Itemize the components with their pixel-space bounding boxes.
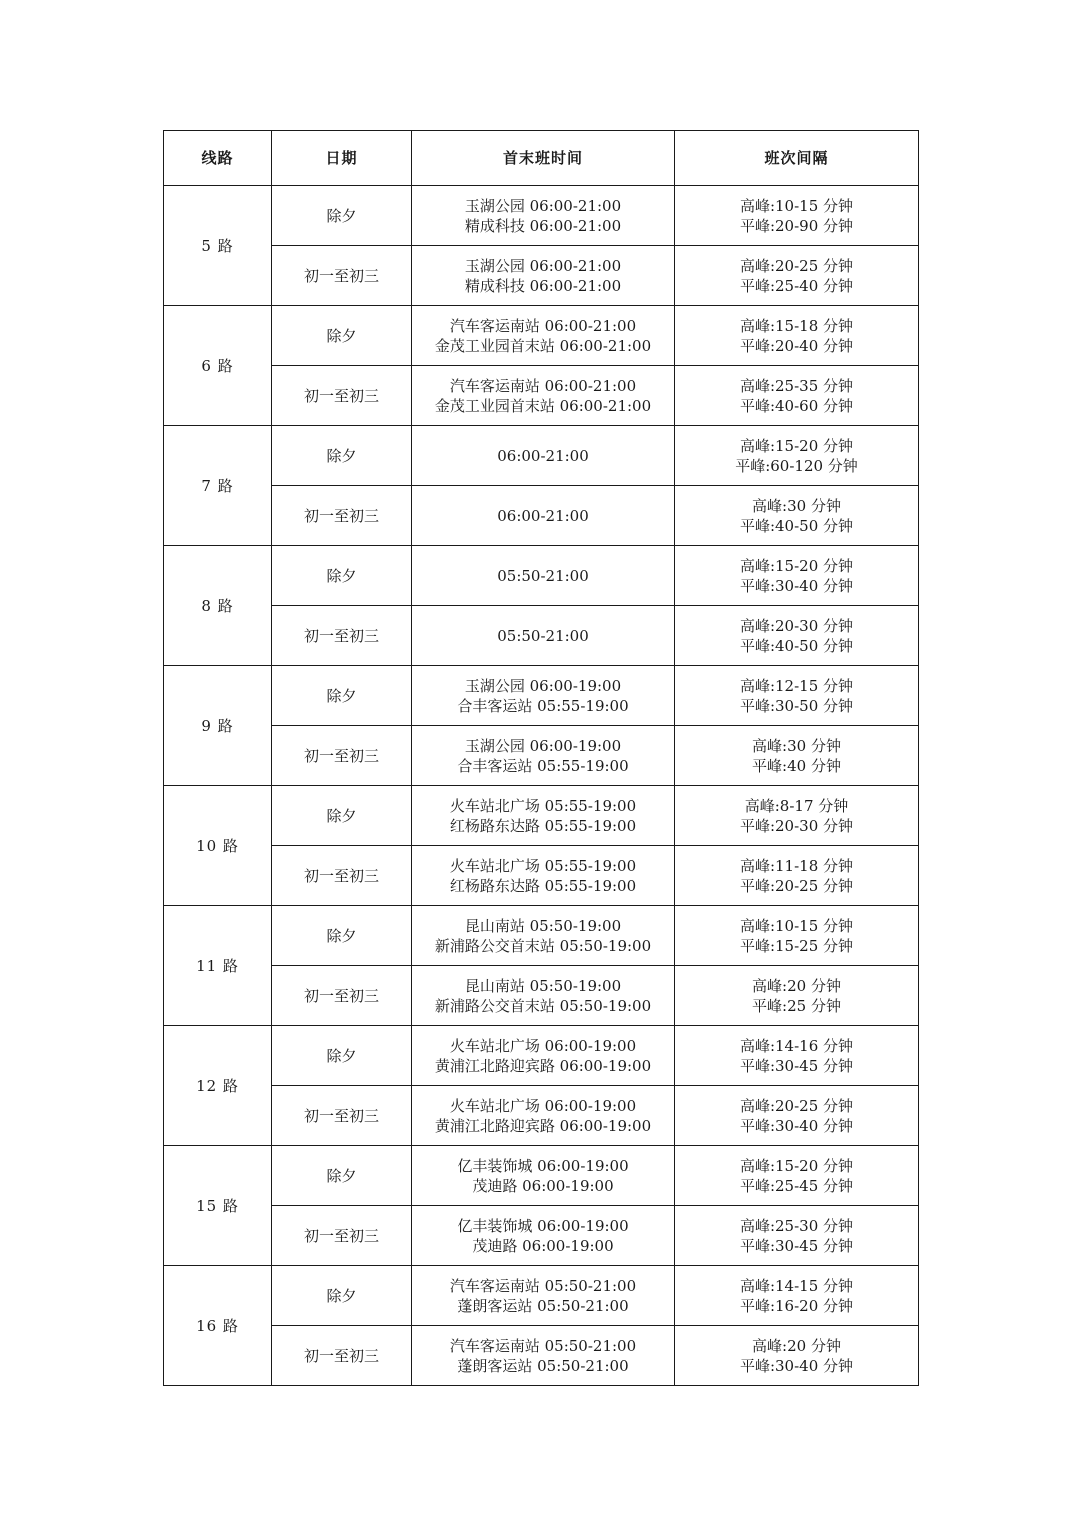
interval-line: 平峰:25 分钟 xyxy=(752,996,841,1015)
time-line: 精成科技 06:00-21:00 xyxy=(464,216,622,235)
first-last-times-cell xyxy=(412,1146,675,1206)
interval-cell xyxy=(675,1266,919,1326)
date-cell: 除夕 xyxy=(272,1146,412,1206)
interval-cell xyxy=(675,1086,919,1146)
time-line: 06:00-21:00 xyxy=(497,506,589,525)
table-row xyxy=(164,306,919,366)
first-last-times-cell xyxy=(412,306,675,366)
time-line: 玉湖公园 06:00-19:00 xyxy=(464,736,622,755)
first-last-times-cell xyxy=(412,426,675,486)
table-row xyxy=(164,666,919,726)
time-line: 亿丰装饰城 06:00-19:00 xyxy=(457,1216,629,1235)
date-cell: 初一至初三 xyxy=(272,1206,412,1266)
time-line: 汽车客运南站 06:00-21:00 xyxy=(449,316,637,335)
interval-line: 平峰:30-45 分钟 xyxy=(739,1236,854,1255)
time-line: 汽车客运南站 06:00-21:00 xyxy=(449,376,637,395)
interval-cell xyxy=(675,1206,919,1266)
time-line: 亿丰装饰城 06:00-19:00 xyxy=(457,1156,629,1175)
interval-line: 平峰:20-40 分钟 xyxy=(739,336,854,355)
table-row xyxy=(164,246,919,306)
interval-cell xyxy=(675,1026,919,1086)
table-row xyxy=(164,906,919,966)
route-name-cell: 12 路 xyxy=(164,1026,272,1146)
time-line: 汽车客运南站 05:50-21:00 xyxy=(449,1336,637,1355)
time-line: 火车站北广场 05:55-19:00 xyxy=(449,796,637,815)
date-cell: 初一至初三 xyxy=(272,486,412,546)
time-line: 昆山南站 05:50-19:00 xyxy=(464,976,622,995)
first-last-times-cell xyxy=(412,906,675,966)
interval-cell xyxy=(675,786,919,846)
interval-line: 平峰:30-40 分钟 xyxy=(739,1356,854,1375)
interval-line: 平峰:20-25 分钟 xyxy=(739,876,854,895)
time-line: 黄浦江北路迎宾路 06:00-19:00 xyxy=(434,1056,652,1075)
interval-line: 高峰:10-15 分钟 xyxy=(739,196,854,215)
header-interval: 班次间隔 xyxy=(675,131,919,186)
interval-cell xyxy=(675,726,919,786)
time-line: 05:50-21:00 xyxy=(497,566,589,585)
first-last-times-cell xyxy=(412,1266,675,1326)
date-cell: 除夕 xyxy=(272,1026,412,1086)
date-cell: 初一至初三 xyxy=(272,966,412,1026)
time-line: 蓬朗客运站 05:50-21:00 xyxy=(457,1356,629,1375)
interval-line: 平峰:40-50 分钟 xyxy=(739,636,854,655)
table-row xyxy=(164,426,919,486)
time-line: 合丰客运站 05:55-19:00 xyxy=(457,696,629,715)
first-last-times-cell xyxy=(412,846,675,906)
date-cell: 除夕 xyxy=(272,306,412,366)
route-name-cell: 8 路 xyxy=(164,546,272,666)
interval-line: 平峰:25-40 分钟 xyxy=(739,276,854,295)
interval-line: 平峰:30-40 分钟 xyxy=(739,1116,854,1135)
interval-line: 高峰:11-18 分钟 xyxy=(739,856,854,875)
interval-cell xyxy=(675,1146,919,1206)
interval-cell xyxy=(675,366,919,426)
time-line: 05:50-21:00 xyxy=(497,626,589,645)
interval-cell xyxy=(675,846,919,906)
time-line: 昆山南站 05:50-19:00 xyxy=(464,916,622,935)
table-row xyxy=(164,966,919,1026)
route-name-cell: 5 路 xyxy=(164,186,272,306)
time-line: 玉湖公园 06:00-21:00 xyxy=(464,256,622,275)
time-line: 精成科技 06:00-21:00 xyxy=(464,276,622,295)
bus-schedule-table xyxy=(163,130,919,1386)
time-line: 火车站北广场 06:00-19:00 xyxy=(449,1036,637,1055)
time-line: 红杨路东达路 05:55-19:00 xyxy=(449,876,637,895)
interval-line: 高峰:15-18 分钟 xyxy=(739,316,854,335)
interval-line: 平峰:40-60 分钟 xyxy=(739,396,854,415)
time-line: 合丰客运站 05:55-19:00 xyxy=(457,756,629,775)
interval-line: 高峰:20 分钟 xyxy=(752,1336,841,1355)
interval-line: 平峰:20-90 分钟 xyxy=(739,216,854,235)
interval-line: 高峰:20-30 分钟 xyxy=(739,616,854,635)
date-cell: 除夕 xyxy=(272,186,412,246)
interval-line: 高峰:14-16 分钟 xyxy=(739,1036,854,1055)
time-line: 金茂工业园首末站 06:00-21:00 xyxy=(434,396,652,415)
time-line: 汽车客运南站 05:50-21:00 xyxy=(449,1276,637,1295)
interval-cell xyxy=(675,486,919,546)
time-line: 玉湖公园 06:00-19:00 xyxy=(464,676,622,695)
interval-cell xyxy=(675,906,919,966)
interval-line: 平峰:20-30 分钟 xyxy=(739,816,854,835)
interval-line: 平峰:60-120 分钟 xyxy=(735,456,858,475)
date-cell: 除夕 xyxy=(272,906,412,966)
interval-line: 高峰:12-15 分钟 xyxy=(739,676,854,695)
table-row xyxy=(164,726,919,786)
interval-line: 高峰:25-30 分钟 xyxy=(739,1216,854,1235)
date-cell: 初一至初三 xyxy=(272,1326,412,1386)
date-cell: 除夕 xyxy=(272,1266,412,1326)
date-cell: 初一至初三 xyxy=(272,726,412,786)
table-row xyxy=(164,1206,919,1266)
interval-line: 平峰:25-45 分钟 xyxy=(739,1176,854,1195)
time-line: 火车站北广场 06:00-19:00 xyxy=(449,1096,637,1115)
interval-line: 平峰:30-45 分钟 xyxy=(739,1056,854,1075)
interval-cell xyxy=(675,306,919,366)
table-row xyxy=(164,606,919,666)
time-line: 新浦路公交首末站 05:50-19:00 xyxy=(434,996,652,1015)
first-last-times-cell xyxy=(412,606,675,666)
table-row xyxy=(164,366,919,426)
first-last-times-cell xyxy=(412,726,675,786)
date-cell: 除夕 xyxy=(272,666,412,726)
time-line: 火车站北广场 05:55-19:00 xyxy=(449,856,637,875)
first-last-times-cell xyxy=(412,966,675,1026)
interval-line: 平峰:15-25 分钟 xyxy=(739,936,854,955)
interval-cell xyxy=(675,1326,919,1386)
date-cell: 除夕 xyxy=(272,546,412,606)
interval-line: 高峰:25-35 分钟 xyxy=(739,376,854,395)
interval-line: 高峰:15-20 分钟 xyxy=(739,436,854,455)
time-line: 新浦路公交首末站 05:50-19:00 xyxy=(434,936,652,955)
interval-cell xyxy=(675,966,919,1026)
table-row xyxy=(164,1266,919,1326)
table-row xyxy=(164,1086,919,1146)
header-route: 线路 xyxy=(164,131,272,186)
time-line: 茂迪路 06:00-19:00 xyxy=(472,1176,614,1195)
interval-line: 高峰:30 分钟 xyxy=(752,496,841,515)
date-cell: 初一至初三 xyxy=(272,606,412,666)
interval-cell xyxy=(675,246,919,306)
interval-line: 平峰:30-50 分钟 xyxy=(739,696,854,715)
interval-cell xyxy=(675,426,919,486)
first-last-times-cell xyxy=(412,366,675,426)
first-last-times-cell xyxy=(412,186,675,246)
interval-line: 高峰:30 分钟 xyxy=(752,736,841,755)
interval-line: 高峰:8-17 分钟 xyxy=(744,796,849,815)
interval-line: 平峰:40 分钟 xyxy=(752,756,841,775)
route-name-cell: 11 路 xyxy=(164,906,272,1026)
interval-line: 平峰:16-20 分钟 xyxy=(739,1296,854,1315)
interval-cell xyxy=(675,606,919,666)
interval-line: 高峰:20-25 分钟 xyxy=(739,1096,854,1115)
table-row xyxy=(164,186,919,246)
time-line: 茂迪路 06:00-19:00 xyxy=(472,1236,614,1255)
schedule-body xyxy=(164,186,919,1386)
first-last-times-cell xyxy=(412,786,675,846)
interval-cell xyxy=(675,666,919,726)
date-cell: 除夕 xyxy=(272,426,412,486)
table-row xyxy=(164,846,919,906)
interval-line: 高峰:15-20 分钟 xyxy=(739,1156,854,1175)
interval-cell xyxy=(675,546,919,606)
time-line: 红杨路东达路 05:55-19:00 xyxy=(449,816,637,835)
date-cell: 初一至初三 xyxy=(272,846,412,906)
first-last-times-cell xyxy=(412,666,675,726)
table-row xyxy=(164,1026,919,1086)
header-times: 首末班时间 xyxy=(412,131,675,186)
time-line: 06:00-21:00 xyxy=(497,446,589,465)
time-line: 玉湖公园 06:00-21:00 xyxy=(464,196,622,215)
table-row xyxy=(164,486,919,546)
time-line: 蓬朗客运站 05:50-21:00 xyxy=(457,1296,629,1315)
interval-line: 高峰:20 分钟 xyxy=(752,976,841,995)
interval-line: 平峰:40-50 分钟 xyxy=(739,516,854,535)
table-row xyxy=(164,786,919,846)
first-last-times-cell xyxy=(412,1206,675,1266)
route-name-cell: 10 路 xyxy=(164,786,272,906)
time-line: 黄浦江北路迎宾路 06:00-19:00 xyxy=(434,1116,652,1135)
first-last-times-cell xyxy=(412,1026,675,1086)
first-last-times-cell xyxy=(412,486,675,546)
table-row xyxy=(164,546,919,606)
date-cell: 初一至初三 xyxy=(272,366,412,426)
date-cell: 除夕 xyxy=(272,786,412,846)
route-name-cell: 7 路 xyxy=(164,426,272,546)
header-row xyxy=(164,131,919,186)
first-last-times-cell xyxy=(412,1326,675,1386)
first-last-times-cell xyxy=(412,546,675,606)
date-cell: 初一至初三 xyxy=(272,246,412,306)
route-name-cell: 9 路 xyxy=(164,666,272,786)
table-row xyxy=(164,1326,919,1386)
route-name-cell: 6 路 xyxy=(164,306,272,426)
first-last-times-cell xyxy=(412,246,675,306)
interval-line: 高峰:20-25 分钟 xyxy=(739,256,854,275)
time-line: 金茂工业园首末站 06:00-21:00 xyxy=(434,336,652,355)
date-cell: 初一至初三 xyxy=(272,1086,412,1146)
interval-line: 高峰:15-20 分钟 xyxy=(739,556,854,575)
first-last-times-cell xyxy=(412,1086,675,1146)
interval-cell xyxy=(675,186,919,246)
header-date: 日期 xyxy=(272,131,412,186)
route-name-cell: 16 路 xyxy=(164,1266,272,1386)
interval-line: 高峰:10-15 分钟 xyxy=(739,916,854,935)
interval-line: 平峰:30-40 分钟 xyxy=(739,576,854,595)
table-row xyxy=(164,1146,919,1206)
interval-line: 高峰:14-15 分钟 xyxy=(739,1276,854,1295)
route-name-cell: 15 路 xyxy=(164,1146,272,1266)
